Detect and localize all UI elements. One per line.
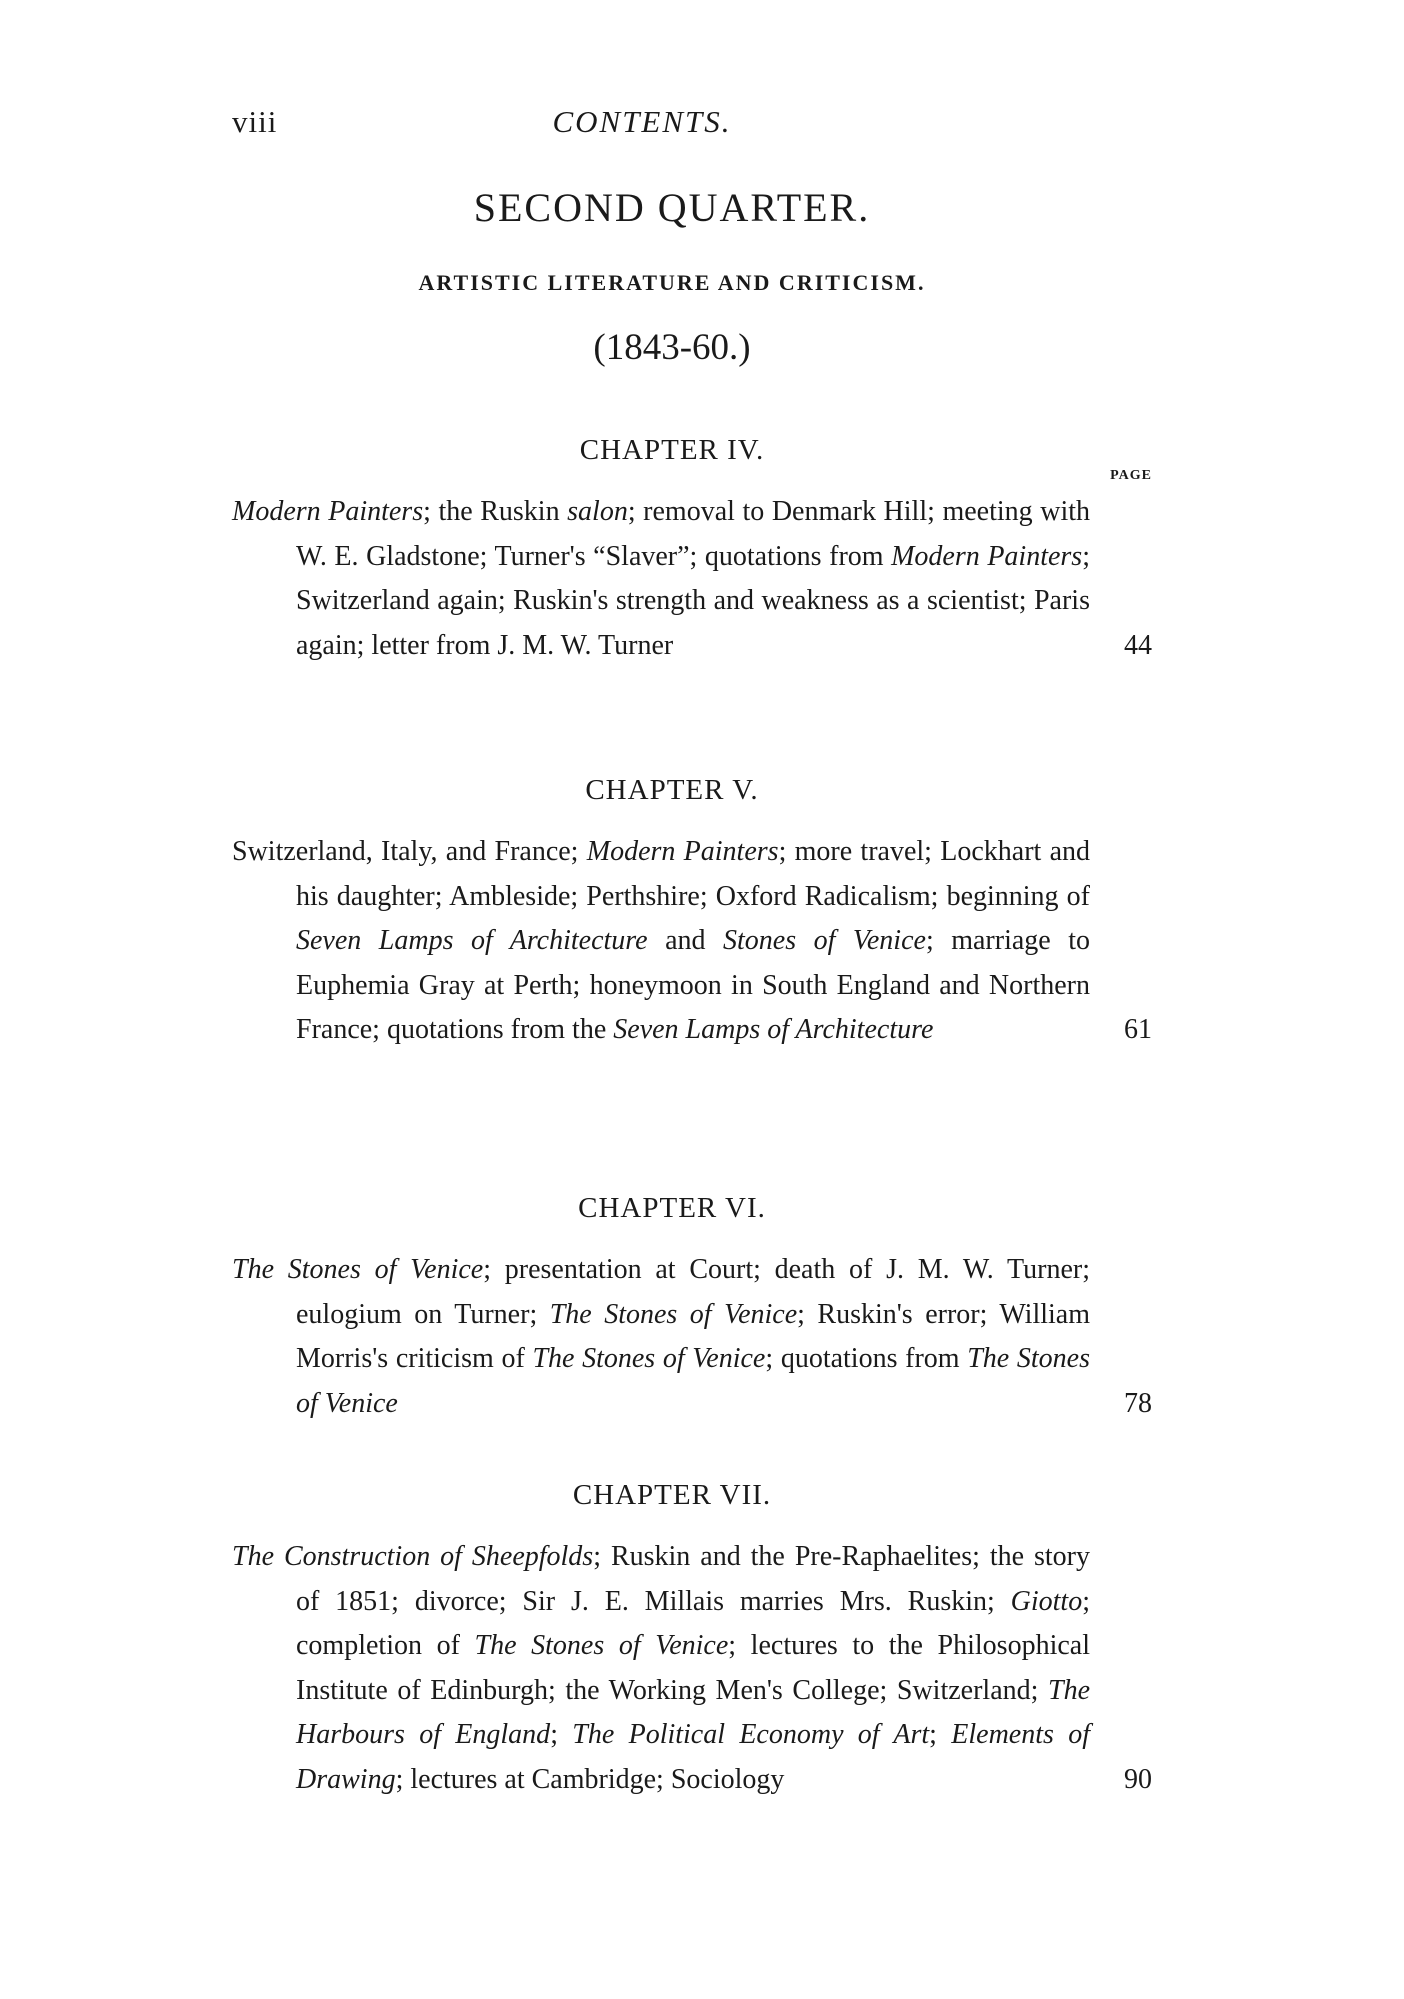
summary-text: ; Switzerland again; Ruskin's strength and weakness as a scientist; Paris again; letter from J. M. W. Turner <box>296 540 1090 661</box>
chapter-entry <box>232 1248 1152 1426</box>
book-title-text: The Stones of Venice <box>549 1298 798 1330</box>
book-title-text: The Stones of Venice <box>474 1630 729 1661</box>
chapter-vii <box>232 1475 1152 1802</box>
summary-text: ; presentation at Court; death of J. M. W. Turner; eulogium on Turner; <box>296 1254 1090 1330</box>
page-number: 78 <box>1124 1387 1152 1419</box>
book-title-text: The Harbours of England <box>296 1674 1090 1750</box>
book-title-text: Elements of Drawing <box>296 1719 1090 1795</box>
summary-text: ; Ruskin and the Pre-Raphaelites; the story of 1851; divorce; Sir J. E. Millais marries Mrs. Ruskin; <box>296 1541 1091 1617</box>
running-title: CONTENTS. <box>552 104 732 139</box>
chapter-heading: CHAPTER VII. <box>572 1479 772 1511</box>
chapter-summary <box>232 1248 1090 1426</box>
book-title-text: Modern Painters <box>586 836 779 867</box>
summary-text: ; lectures at Cambridge; Sociology <box>395 1763 785 1795</box>
summary-text: ; removal to Denmark Hill; meeting with W. E. Gladstone; Turner's “Slaver”; quotations from <box>296 496 1090 572</box>
book-title-text: Giotto <box>1010 1585 1083 1617</box>
page-column-label: PAGE <box>1110 468 1152 483</box>
running-head <box>232 104 1112 148</box>
summary-text: ; quotations from <box>765 1343 968 1374</box>
book-title-text: salon <box>567 496 628 527</box>
chapter-summary <box>232 490 1090 668</box>
summary-text: ; completion of <box>296 1585 1090 1661</box>
chapter-heading: CHAPTER IV. <box>579 434 765 466</box>
chapter-iv <box>232 430 1152 668</box>
page-number: 61 <box>1124 1014 1152 1045</box>
folio-number: viii <box>232 104 278 139</box>
section-dates: (1843-60.) <box>593 327 751 368</box>
summary-text: ; more travel; Lockhart and his daughter; Ambleside; Perthshire; Oxford Radicalism; beginning of <box>296 836 1090 912</box>
book-title-text: The Political Economy of Art <box>572 1719 930 1750</box>
summary-text: ; <box>929 1719 952 1750</box>
chapter-vi <box>232 1188 1152 1426</box>
book-title-text: The Stones of Venice <box>296 1343 1090 1419</box>
chapter-v <box>232 770 1152 1053</box>
summary-text: ; Ruskin's error; William Morris's criticism of <box>296 1298 1090 1374</box>
book-title-text: Seven Lamps of Architecture <box>613 1014 934 1045</box>
chapter-entry <box>232 830 1152 1053</box>
chapter-entry <box>232 490 1152 668</box>
summary-text: Switzerland, Italy, and France; <box>232 836 587 867</box>
chapter-summary <box>232 830 1090 1053</box>
book-title-text: Seven Lamps of Architecture <box>296 925 648 956</box>
summary-text: ; the Ruskin <box>423 496 568 527</box>
summary-text: ; <box>550 1719 573 1750</box>
chapter-heading: CHAPTER VI. <box>578 1192 766 1224</box>
section-subtitle: ARTISTIC LITERATURE AND CRITICISM. <box>418 270 926 295</box>
book-title-text: Modern Painters <box>891 540 1083 572</box>
book-title-text: The Stones of Venice <box>532 1343 766 1374</box>
chapter-heading: CHAPTER V. <box>585 774 759 806</box>
summary-text: ; lectures to the Philosophical Institute of Edinburgh; the Working Men's College; Switzerland; <box>296 1630 1090 1706</box>
chapter-entry <box>232 1535 1152 1802</box>
summary-text: and <box>647 925 724 956</box>
section-title: SECOND QUARTER. <box>473 185 871 230</box>
summary-text: ; marriage to Euphemia Gray at Perth; honeymoon in South England and Northern France; quotations from the <box>296 925 1090 1045</box>
book-title-text: The Construction of Sheepfolds <box>232 1541 594 1572</box>
book-title-text: The Stones of Venice <box>232 1254 484 1285</box>
book-title-text: Modern Painters <box>232 496 424 527</box>
page-number: 44 <box>1124 629 1152 661</box>
page-number: 90 <box>1124 1763 1152 1795</box>
chapter-summary <box>232 1535 1090 1802</box>
book-title-text: Stones of Venice <box>723 925 926 956</box>
